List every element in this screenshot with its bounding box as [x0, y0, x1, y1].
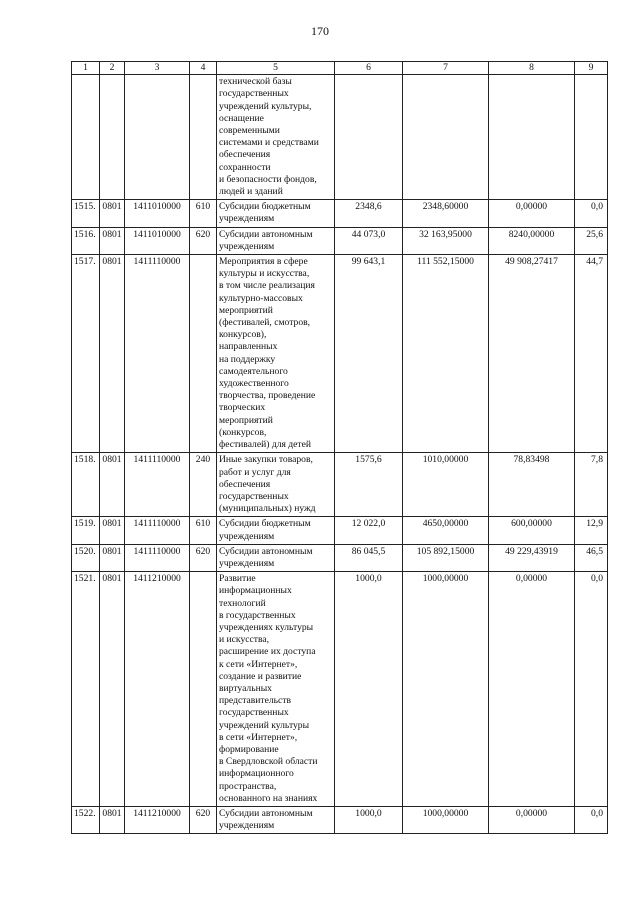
header-cell: 1 [72, 62, 100, 75]
amount-planned: 12 022,0 [335, 517, 403, 544]
amount-approved: 111 552,15000 [403, 255, 489, 453]
target-code: 1411110000 [125, 255, 190, 453]
row-description: Субсидии автономным учреждениям [217, 544, 335, 571]
row-number: 1516. [72, 227, 100, 254]
target-code [125, 75, 190, 200]
section-code: 0801 [100, 572, 125, 807]
row-number: 1519. [72, 517, 100, 544]
header-cell: 6 [335, 62, 403, 75]
row-description: Субсидии автономным учреждениям [217, 806, 335, 833]
amount-approved: 32 163,95000 [403, 227, 489, 254]
header-cell: 4 [190, 62, 217, 75]
amount-executed: 0,00000 [489, 806, 575, 833]
expense-type-code: 620 [190, 544, 217, 571]
execution-percent: 0,0 [575, 806, 608, 833]
row-number [72, 75, 100, 200]
row-number: 1521. [72, 572, 100, 807]
execution-percent: 12,9 [575, 517, 608, 544]
amount-approved: 105 892,15000 [403, 544, 489, 571]
expense-type-code: 610 [190, 517, 217, 544]
table-row [72, 453, 608, 517]
expense-type-code: 610 [190, 200, 217, 227]
target-code: 1411210000 [125, 806, 190, 833]
section-code: 0801 [100, 806, 125, 833]
row-description: Иные закупки товаров, работ и услуг для обеспечения государственных (муниципальных) нужд [217, 453, 335, 517]
row-number: 1522. [72, 806, 100, 833]
section-code: 0801 [100, 255, 125, 453]
target-code: 1411110000 [125, 453, 190, 517]
target-code: 1411010000 [125, 227, 190, 254]
section-code: 0801 [100, 517, 125, 544]
amount-approved: 2348,60000 [403, 200, 489, 227]
execution-percent: 46,5 [575, 544, 608, 571]
expense-type-code [190, 572, 217, 807]
execution-percent [575, 75, 608, 200]
amount-approved: 1000,00000 [403, 806, 489, 833]
amount-approved: 4650,00000 [403, 517, 489, 544]
execution-percent: 44,7 [575, 255, 608, 453]
execution-percent: 7,8 [575, 453, 608, 517]
section-code: 0801 [100, 544, 125, 571]
expense-type-code: 620 [190, 806, 217, 833]
row-description: Субсидии бюджетным учреждениям [217, 200, 335, 227]
amount-planned: 1000,0 [335, 572, 403, 807]
section-code: 0801 [100, 453, 125, 517]
section-code [100, 75, 125, 200]
table-row [72, 806, 608, 833]
page-number: 170 [311, 24, 329, 38]
amount-executed: 49 908,27417 [489, 255, 575, 453]
execution-percent: 25,6 [575, 227, 608, 254]
amount-executed: 0,00000 [489, 572, 575, 807]
table-row [72, 544, 608, 571]
header-cell: 9 [575, 62, 608, 75]
header-cell: 2 [100, 62, 125, 75]
row-number: 1520. [72, 544, 100, 571]
amount-planned: 99 643,1 [335, 255, 403, 453]
table-row [72, 75, 608, 200]
expense-type-code [190, 75, 217, 200]
target-code: 1411110000 [125, 517, 190, 544]
amount-executed: 8240,00000 [489, 227, 575, 254]
expense-type-code [190, 255, 217, 453]
section-code: 0801 [100, 227, 125, 254]
table-row [72, 200, 608, 227]
amount-approved [403, 75, 489, 200]
row-description: технической базы государственных учреждений культуры, оснащение современными системами и средствами обеспечения сохранности и безопасности фондов, людей и зданий [217, 75, 335, 200]
amount-approved: 1010,00000 [403, 453, 489, 517]
expense-type-code: 240 [190, 453, 217, 517]
row-number: 1517. [72, 255, 100, 453]
amount-planned: 86 045,5 [335, 544, 403, 571]
amount-planned: 1575,6 [335, 453, 403, 517]
amount-executed: 78,83498 [489, 453, 575, 517]
header-cell: 5 [217, 62, 335, 75]
amount-executed: 0,00000 [489, 200, 575, 227]
target-code: 1411110000 [125, 544, 190, 571]
execution-percent: 0,0 [575, 200, 608, 227]
header-cell: 8 [489, 62, 575, 75]
table-row [72, 255, 608, 453]
row-description: Субсидии автономным учреждениям [217, 227, 335, 254]
target-code: 1411010000 [125, 200, 190, 227]
amount-executed [489, 75, 575, 200]
row-description: Мероприятия в сфере культуры и искусства, в том числе реализация культурно-массовых мероприятий (фестивалей, смотров, конкурсов), направленных на поддержку самодеятельного художественного творчества, проведение творческих мероприятий (конкурсов, фестивалей) для детей [217, 255, 335, 453]
target-code: 1411210000 [125, 572, 190, 807]
amount-planned [335, 75, 403, 200]
row-description: Развитие информационных технологий в государственных учреждениях культуры и искусства, расширение их доступа к сети «Интернет», создание и развитие виртуальных представительств государственных учреждений культуры в сети «Интернет», формирование в Свердловской области информационного пространства, основанного на знаниях [217, 572, 335, 807]
row-number: 1518. [72, 453, 100, 517]
amount-executed: 49 229,43919 [489, 544, 575, 571]
table-row [72, 572, 608, 807]
amount-planned: 44 073,0 [335, 227, 403, 254]
header-cell: 7 [403, 62, 489, 75]
section-code: 0801 [100, 200, 125, 227]
table-row [72, 227, 608, 254]
amount-approved: 1000,00000 [403, 572, 489, 807]
header-cell: 3 [125, 62, 190, 75]
amount-planned: 1000,0 [335, 806, 403, 833]
header-row [72, 62, 608, 75]
expense-type-code: 620 [190, 227, 217, 254]
row-description: Субсидии бюджетным учреждениям [217, 517, 335, 544]
row-number: 1515. [72, 200, 100, 227]
amount-planned: 2348,6 [335, 200, 403, 227]
amount-executed: 600,00000 [489, 517, 575, 544]
table-row [72, 517, 608, 544]
execution-percent: 0,0 [575, 572, 608, 807]
budget-table [71, 61, 608, 834]
